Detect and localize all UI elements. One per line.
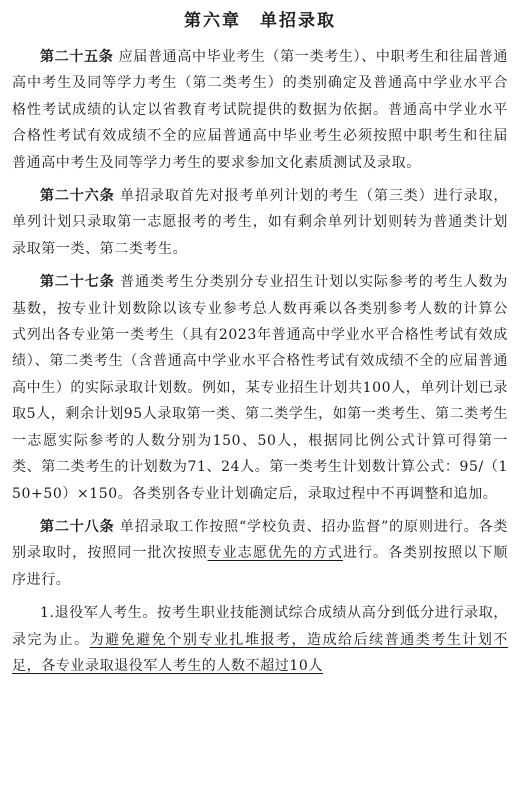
article-28-underlined-text: 专业志愿优先的方式 [207, 545, 343, 562]
article-26-text: 单招录取首先对报考单列计划的考生（第三类）进行录取，单列计划只录取第一志愿报考的考生，如有剩余单列计划则转为普通类计划录取第一类、第二类考生。 [12, 188, 508, 257]
article-26-heading: 第二十六条 [40, 188, 115, 205]
article-25 [12, 44, 508, 176]
chapter-title: 第六章 单招录取 [184, 11, 336, 31]
item-1-text: 1.退役军人考生。按考生职业技能测试综合成绩从高分到低分进行录取，录完为止。 [12, 605, 508, 648]
article-28 [12, 514, 508, 593]
article-27-text: 普通类考生分类别分专业招生计划以实际参考的考生人数为基数，按专业计划数除以该专业参考总人数再乘以各类别参考人数的计算公式列出各专业第一类考生（具有2023年普通高中学业水平合格性考试有效成绩）、第二类考生（含普通高中学业水平合格性考试有效成绩不全的应届普通高中生）的实际录取计划数。例如，某专业招生计划共100人，单列计划已录取5人，剩余计划95人录取第一类、第二类学生，如第一类考生、第二类考生一志愿实际参考的人数分别为150、50人，根据同比例公式计算可得第一类、第二类考生的计划数为71、24人。第一类考生计划数计算公式：95/（150+50）×150。各类别各专业计划确定后，录取过程中不再调整和追加。 [12, 274, 508, 502]
article-27 [12, 269, 508, 507]
article-25-heading: 第二十五条 [40, 49, 114, 65]
article-28-text-before: 单招录取工作按照“学校负责、招办监督”的原则进行。各类别录取时，按照同一批次按照 [12, 518, 509, 562]
article-25-text: 应届普通高中毕业考生（第一类考生）、中职考生和往届普通高中考生及同等学力考生（第二类考生）的类别确定及普通高中学业水平合格性考试成绩的认定以省教育考试院提供的数据为依据。普通高中学业水平合格性考试有效成绩不全的应届普通高中毕业考生必须按照中职考生和往届普通高中考生及同等学力考生的要求参加文化素质测试及录取。 [12, 49, 508, 171]
list-item-veterans [12, 600, 508, 679]
article-27-heading: 第二十七条 [40, 274, 115, 291]
article-26 [12, 183, 508, 262]
article-28-heading: 第二十八条 [40, 518, 115, 535]
article-28-text-after: 进行。各类别按照以下顺序进行。 [12, 545, 508, 588]
item-1-underlined-text: 为避免避免个别专业扎堆报考，造成给后续普通类考生计划不足，各专业录取退役军人考生的人数不超过10人 [12, 631, 509, 674]
